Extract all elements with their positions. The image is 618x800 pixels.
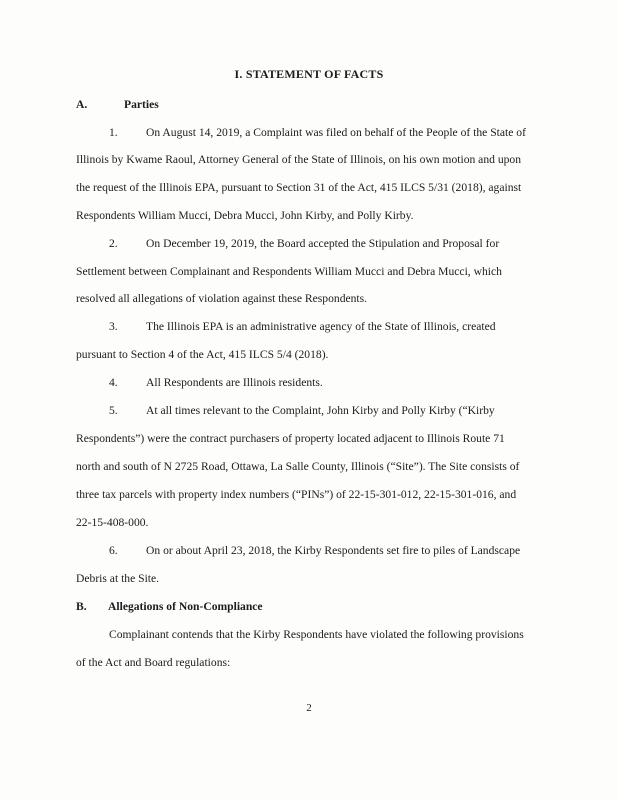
paragraph-4-number: 4.	[109, 376, 118, 389]
paragraph-5-line-5: 22-15-408-000.	[76, 516, 149, 529]
paragraph-2-number: 2.	[109, 237, 118, 250]
paragraph-3-line-1: The Illinois EPA is an administrative agency of the State of Illinois, created	[146, 320, 496, 333]
paragraph-5-line-3: north and south of N 2725 Road, Ottawa, La Salle County, Illinois (“Site”). The Site consists of	[76, 460, 520, 473]
paragraph-3-number: 3.	[109, 320, 118, 333]
section-a-letter: A.	[76, 98, 88, 111]
paragraph-1-line-4: Respondents William Mucci, Debra Mucci, John Kirby, and Polly Kirby.	[76, 209, 414, 222]
paragraph-5-line-4: three tax parcels with property index numbers (“PINs”) of 22-15-301-012, 22-15-301-016, and	[76, 488, 517, 501]
paragraph-4-line-1: All Respondents are Illinois residents.	[146, 376, 323, 389]
section-b-line-1: Complainant contends that the Kirby Respondents have violated the following provisions	[109, 628, 524, 641]
section-b-line-2: of the Act and Board regulations:	[76, 656, 231, 669]
paragraph-5-number: 5.	[109, 404, 118, 417]
paragraph-6-line-2: Debris at the Site.	[76, 572, 160, 585]
paragraph-6-line-1: On or about April 23, 2018, the Kirby Respondents set fire to piles of Landscape	[146, 544, 521, 557]
paragraph-1-line-3: the request of the Illinois EPA, pursuant to Section 31 of the Act, 415 ILCS 5/31 (2018), against	[76, 181, 522, 194]
paragraph-2-line-3: resolved all allegations of violation against these Respondents.	[76, 292, 368, 305]
paragraph-2-line-1: On December 19, 2019, the Board accepted the Stipulation and Proposal for	[146, 237, 500, 250]
paragraph-1-line-1: On August 14, 2019, a Complaint was filed on behalf of the People of the State of	[146, 126, 526, 139]
paragraph-1-line-2: Illinois by Kwame Raoul, Attorney General of the State of Illinois, on his own motion and upon	[76, 153, 522, 166]
section-b-heading: Allegations of Non-Compliance	[108, 600, 263, 613]
paragraph-1-number: 1.	[109, 126, 118, 139]
paragraph-6-number: 6.	[109, 544, 118, 557]
page-number: 2	[306, 702, 312, 714]
section-b-letter: B.	[76, 600, 87, 613]
paragraph-5-line-2: Respondents”) were the contract purchasers of property located adjacent to Illinois Route 71	[76, 432, 505, 445]
paragraph-3-line-2: pursuant to Section 4 of the Act, 415 ILCS 5/4 (2018).	[76, 348, 329, 361]
section-a-heading: Parties	[124, 98, 159, 111]
paragraph-2-line-2: Settlement between Complainant and Respondents William Mucci and Debra Mucci, which	[76, 265, 502, 278]
page-title: I. STATEMENT OF FACTS	[234, 67, 384, 81]
paragraph-5-line-1: At all times relevant to the Complaint, John Kirby and Polly Kirby (“Kirby	[146, 404, 495, 417]
